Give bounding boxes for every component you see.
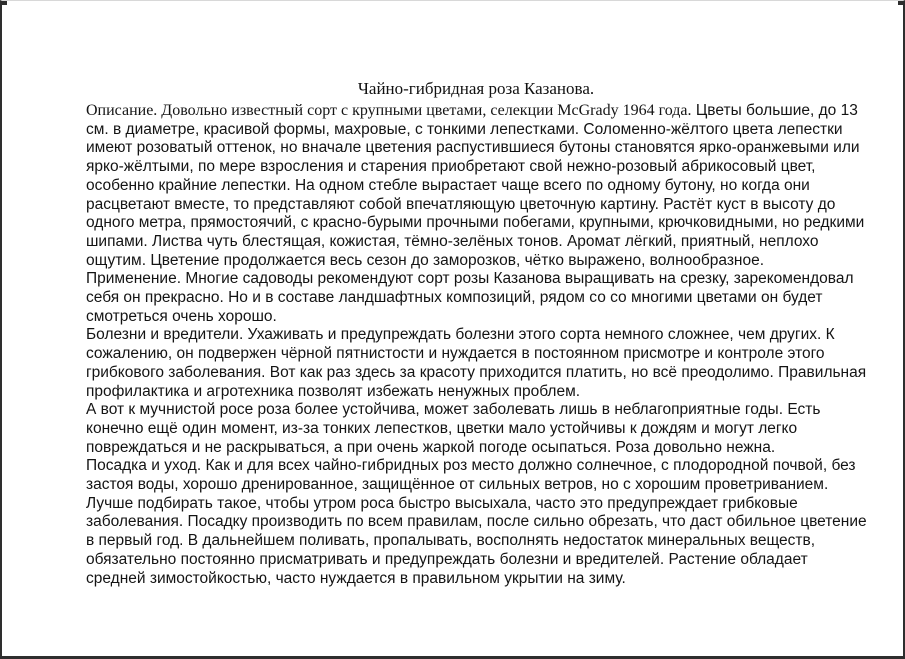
paragraph-text: Цветы большие, до 13 см. в диаметре, красивой формы, махровые, с тонкими лепестками. Соломенно-жёлтого цвета лепестки имеют розоватый оттенок, но вначале цветения распустившиеся бутоны становятся ярко-оранжевыми или ярко-жёлтыми, по мере взросления и старения приобретают свой нежно-розовый абрикосовый цвет, особенно крайние лепестки. На одном стебле вырастает чаще всего по одному бутону, но когда они расцветают вместе, то представляют собой впечатляющую цветочную картину. Растёт куст в высоту до одного метра, прямостоячий, с красно-бурыми прочными побегами, крупными, крючковидными, но редкими шипами. Листва чуть блестящая, кожистая, тёмно-зелёных тонов. Аромат лёгкий, приятный, неплохо ощутим. Цветение продолжается весь сезон до заморозков, чётко выражено, волнообразное. (86, 102, 865, 269)
paragraph-diseases: Болезни и вредители. Ухаживать и предупреждать болезни этого сорта немного сложнее, чем других. К сожалению, он подвержен чёрной пятнистости и нуждается в постоянном присмотре и контроле этого грибкового заболевания. Вот как раз здесь за красоту приходится платить, но всё преодолимо. Правильная профилактика и агротехника позволят избежать ненужных проблем. (86, 326, 867, 400)
document-title: Чайно-гибридная роза Казанова. (357, 79, 595, 98)
paragraph-lead-sentence: Описание. Довольно известный сорт с крупными цветами, селекции McGrady 1964 года. (86, 102, 692, 119)
paragraph-planting-care: Посадка и уход. Как и для всех чайно-гибридных роз место должно солнечное, с плодородной почвой, без застоя воды, хорошо дренированное, защищённое от сильных ветров, но с хорошим проветриванием. Лучше подбирать такое, чтобы утром роса быстро высыхала, часто это предупреждает грибковые заболевания. Посадку производить по всем правилам, после сильно обрезать, что даст обильное цветение в первый год. В дальнейшем поливать, пропалывать, восполнять недостаток минеральных веществ, обязательно постоянно присматривать и предупреждать болезни и вредителей. Растение обладает средней зимостойкостью, часто нуждается в правильном укрытии на зиму. (86, 457, 867, 587)
page-corner-mark (2, 1, 7, 5)
page-corner-mark (898, 1, 903, 5)
paragraph-application: Применение. Многие садоводы рекомендуют сорт розы Казанова выращивать на срезку, зарекомендовал себя он прекрасно. Но и в составе ландшафтных композиций, рядом со со многими цветами он будет смотреться очень хорошо. (86, 270, 854, 325)
paragraph-description (86, 102, 868, 270)
document-body (86, 102, 868, 588)
paragraph-mildew-resistance: А вот к мучнистой росе роза более устойчива, может заболевать лишь в неблагоприятные годы. Есть конечно ещё один момент, из-за тонких лепестков, цветки мало устойчивы к дождям и могут легко повреждаться и не раскрываться, а при очень жаркой погоде осыпаться. Роза довольно нежна. (86, 401, 821, 456)
